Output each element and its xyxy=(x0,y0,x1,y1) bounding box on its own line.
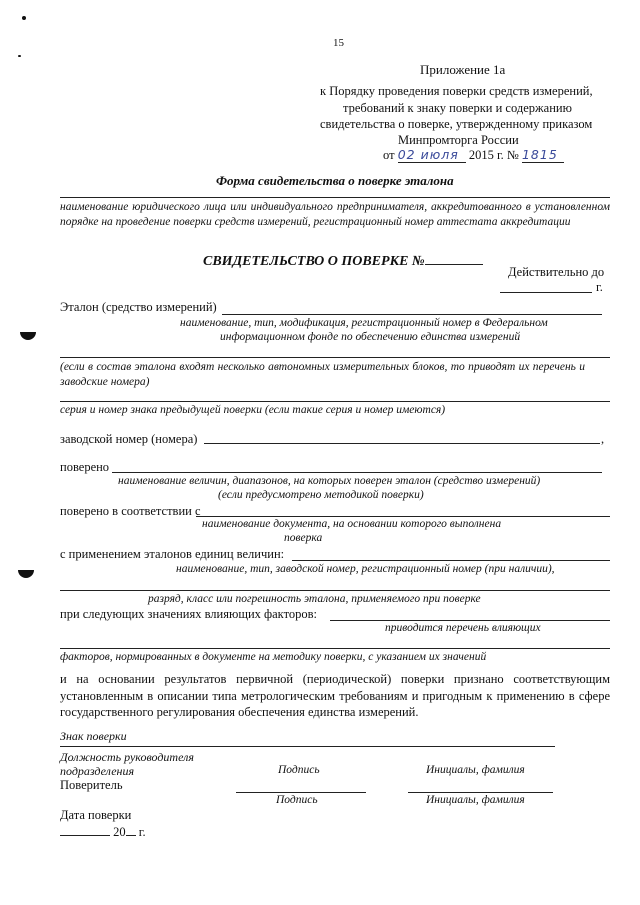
according-field[interactable] xyxy=(196,516,610,517)
org-line xyxy=(60,197,610,198)
binder-hole-mark xyxy=(20,332,36,340)
scan-mark xyxy=(18,55,21,57)
factors-label: при следующих значениях влияющих факторов: xyxy=(60,607,317,621)
binder-hole-mark xyxy=(18,570,34,578)
serial-suffix: , xyxy=(601,432,605,446)
form-title: Форма свидетельства о поверке эталона xyxy=(216,173,454,188)
verification-year-field[interactable] xyxy=(126,823,136,836)
verified-field[interactable] xyxy=(112,472,602,473)
etalon-caption: информационном фонде по обеспечению единства измерений xyxy=(220,331,521,343)
verification-date-label: Дата поверки xyxy=(60,808,132,822)
factors-field-2[interactable] xyxy=(60,648,610,649)
using-field[interactable] xyxy=(292,560,610,561)
etalon-label: Эталон (средство измерений) xyxy=(60,300,217,314)
certificate-number-field[interactable] xyxy=(425,251,483,265)
prev-mark-field[interactable] xyxy=(60,401,610,402)
valid-until-suffix: г. xyxy=(596,280,603,294)
using-field-2[interactable] xyxy=(60,590,610,591)
appendix-line: свидетельства о поверке, утвержденному приказом xyxy=(320,117,593,131)
valid-until-field[interactable] xyxy=(500,292,592,293)
according-label: поверено в соответствии с xyxy=(60,504,201,518)
org-caption: наименование юридического лица или индивидуального предпринимателя, аккредитованного в установленном порядке на проведение поверки средств измерений, регистрационный номер аттестата аккредитации xyxy=(60,201,610,228)
factors-caption: приводится перечень влияющих xyxy=(385,622,541,634)
according-caption: наименование документа, на основании которого выполнена xyxy=(202,518,502,530)
certificate-title-text: СВИДЕТЕЛЬСТВО О ПОВЕРКЕ № xyxy=(203,254,425,269)
using-caption: разряд, класс или погрешность эталона, применяемого при поверке xyxy=(148,593,481,605)
prev-mark-caption: серия и номер знака предыдущей поверки (если такие серия и номер имеются) xyxy=(60,404,446,416)
handwritten-date: 02 июля xyxy=(398,147,466,163)
serial-field[interactable] xyxy=(204,443,600,444)
signature-caption: Подпись xyxy=(276,794,318,806)
appendix-line: требований к знаку поверки и содержанию xyxy=(343,101,572,115)
etalon-blocks-caption: (если в состав эталона входят несколько автономных измерительных блоков, то приводят их перечень и заводские номера) xyxy=(60,361,585,388)
head-title: Должность руководителя xyxy=(60,750,194,764)
initials-caption: Инициалы, фамилия xyxy=(426,764,525,776)
handwritten-order-number: 1815 xyxy=(522,147,564,163)
etalon-caption: наименование, тип, модификация, регистрационный номер в Федеральном xyxy=(180,317,548,329)
scan-mark xyxy=(22,16,26,20)
verification-year-prefix: 20 xyxy=(113,825,126,839)
serial-label: заводской номер (номера) xyxy=(60,432,198,446)
verified-label: поверено xyxy=(60,460,110,474)
appendix-order-date xyxy=(383,147,564,163)
using-caption: наименование, тип, заводской номер, регистрационный номер (при наличии), xyxy=(176,563,555,575)
date-year: 2015 г. № xyxy=(468,148,519,162)
verifier-signature-field[interactable] xyxy=(236,792,366,793)
verified-caption: (если предусмотрено методикой поверки) xyxy=(218,489,424,501)
factors-caption: факторов, нормированных в документе на методику поверки, с указанием их значений xyxy=(60,651,487,663)
verifier-initials-field[interactable] xyxy=(408,792,553,793)
using-label: с применением эталонов единиц величин: xyxy=(60,547,285,561)
appendix-line: к Порядку проведения поверки средств измерений, xyxy=(320,84,593,98)
initials-caption: Инициалы, фамилия xyxy=(426,794,525,806)
etalon-field[interactable] xyxy=(222,314,602,315)
valid-until-label: Действительно до xyxy=(508,265,605,279)
verifier-label: Поверитель xyxy=(60,778,123,792)
etalon-field-2[interactable] xyxy=(60,357,610,358)
verification-date-field[interactable] xyxy=(60,823,110,836)
certificate-title xyxy=(203,251,483,270)
signature-caption: Подпись xyxy=(278,764,320,776)
factors-field[interactable] xyxy=(330,620,610,621)
verified-caption: наименование величин, диапазонов, на которых поверен эталон (средство измерений) xyxy=(118,475,541,487)
page-number: 15 xyxy=(333,37,344,49)
appendix-title: Приложение 1а xyxy=(420,62,506,77)
verification-date xyxy=(60,823,146,840)
head-title: подразделения xyxy=(60,764,135,778)
date-prefix: от xyxy=(383,148,395,162)
appendix-line: Минпромторга России xyxy=(398,133,519,147)
sign-mark-line xyxy=(60,746,555,747)
conclusion-text: и на основании результатов первичной (периодической) поверки признано соответствующим установленным в описании типа метрологическим требованиям и пригодным к применению в сфере государственного регулирования обеспечения единства измерений. xyxy=(60,672,610,719)
according-caption: поверка xyxy=(284,532,323,544)
sign-mark-label: Знак поверки xyxy=(60,729,127,743)
verification-date-suffix: г. xyxy=(138,825,146,839)
